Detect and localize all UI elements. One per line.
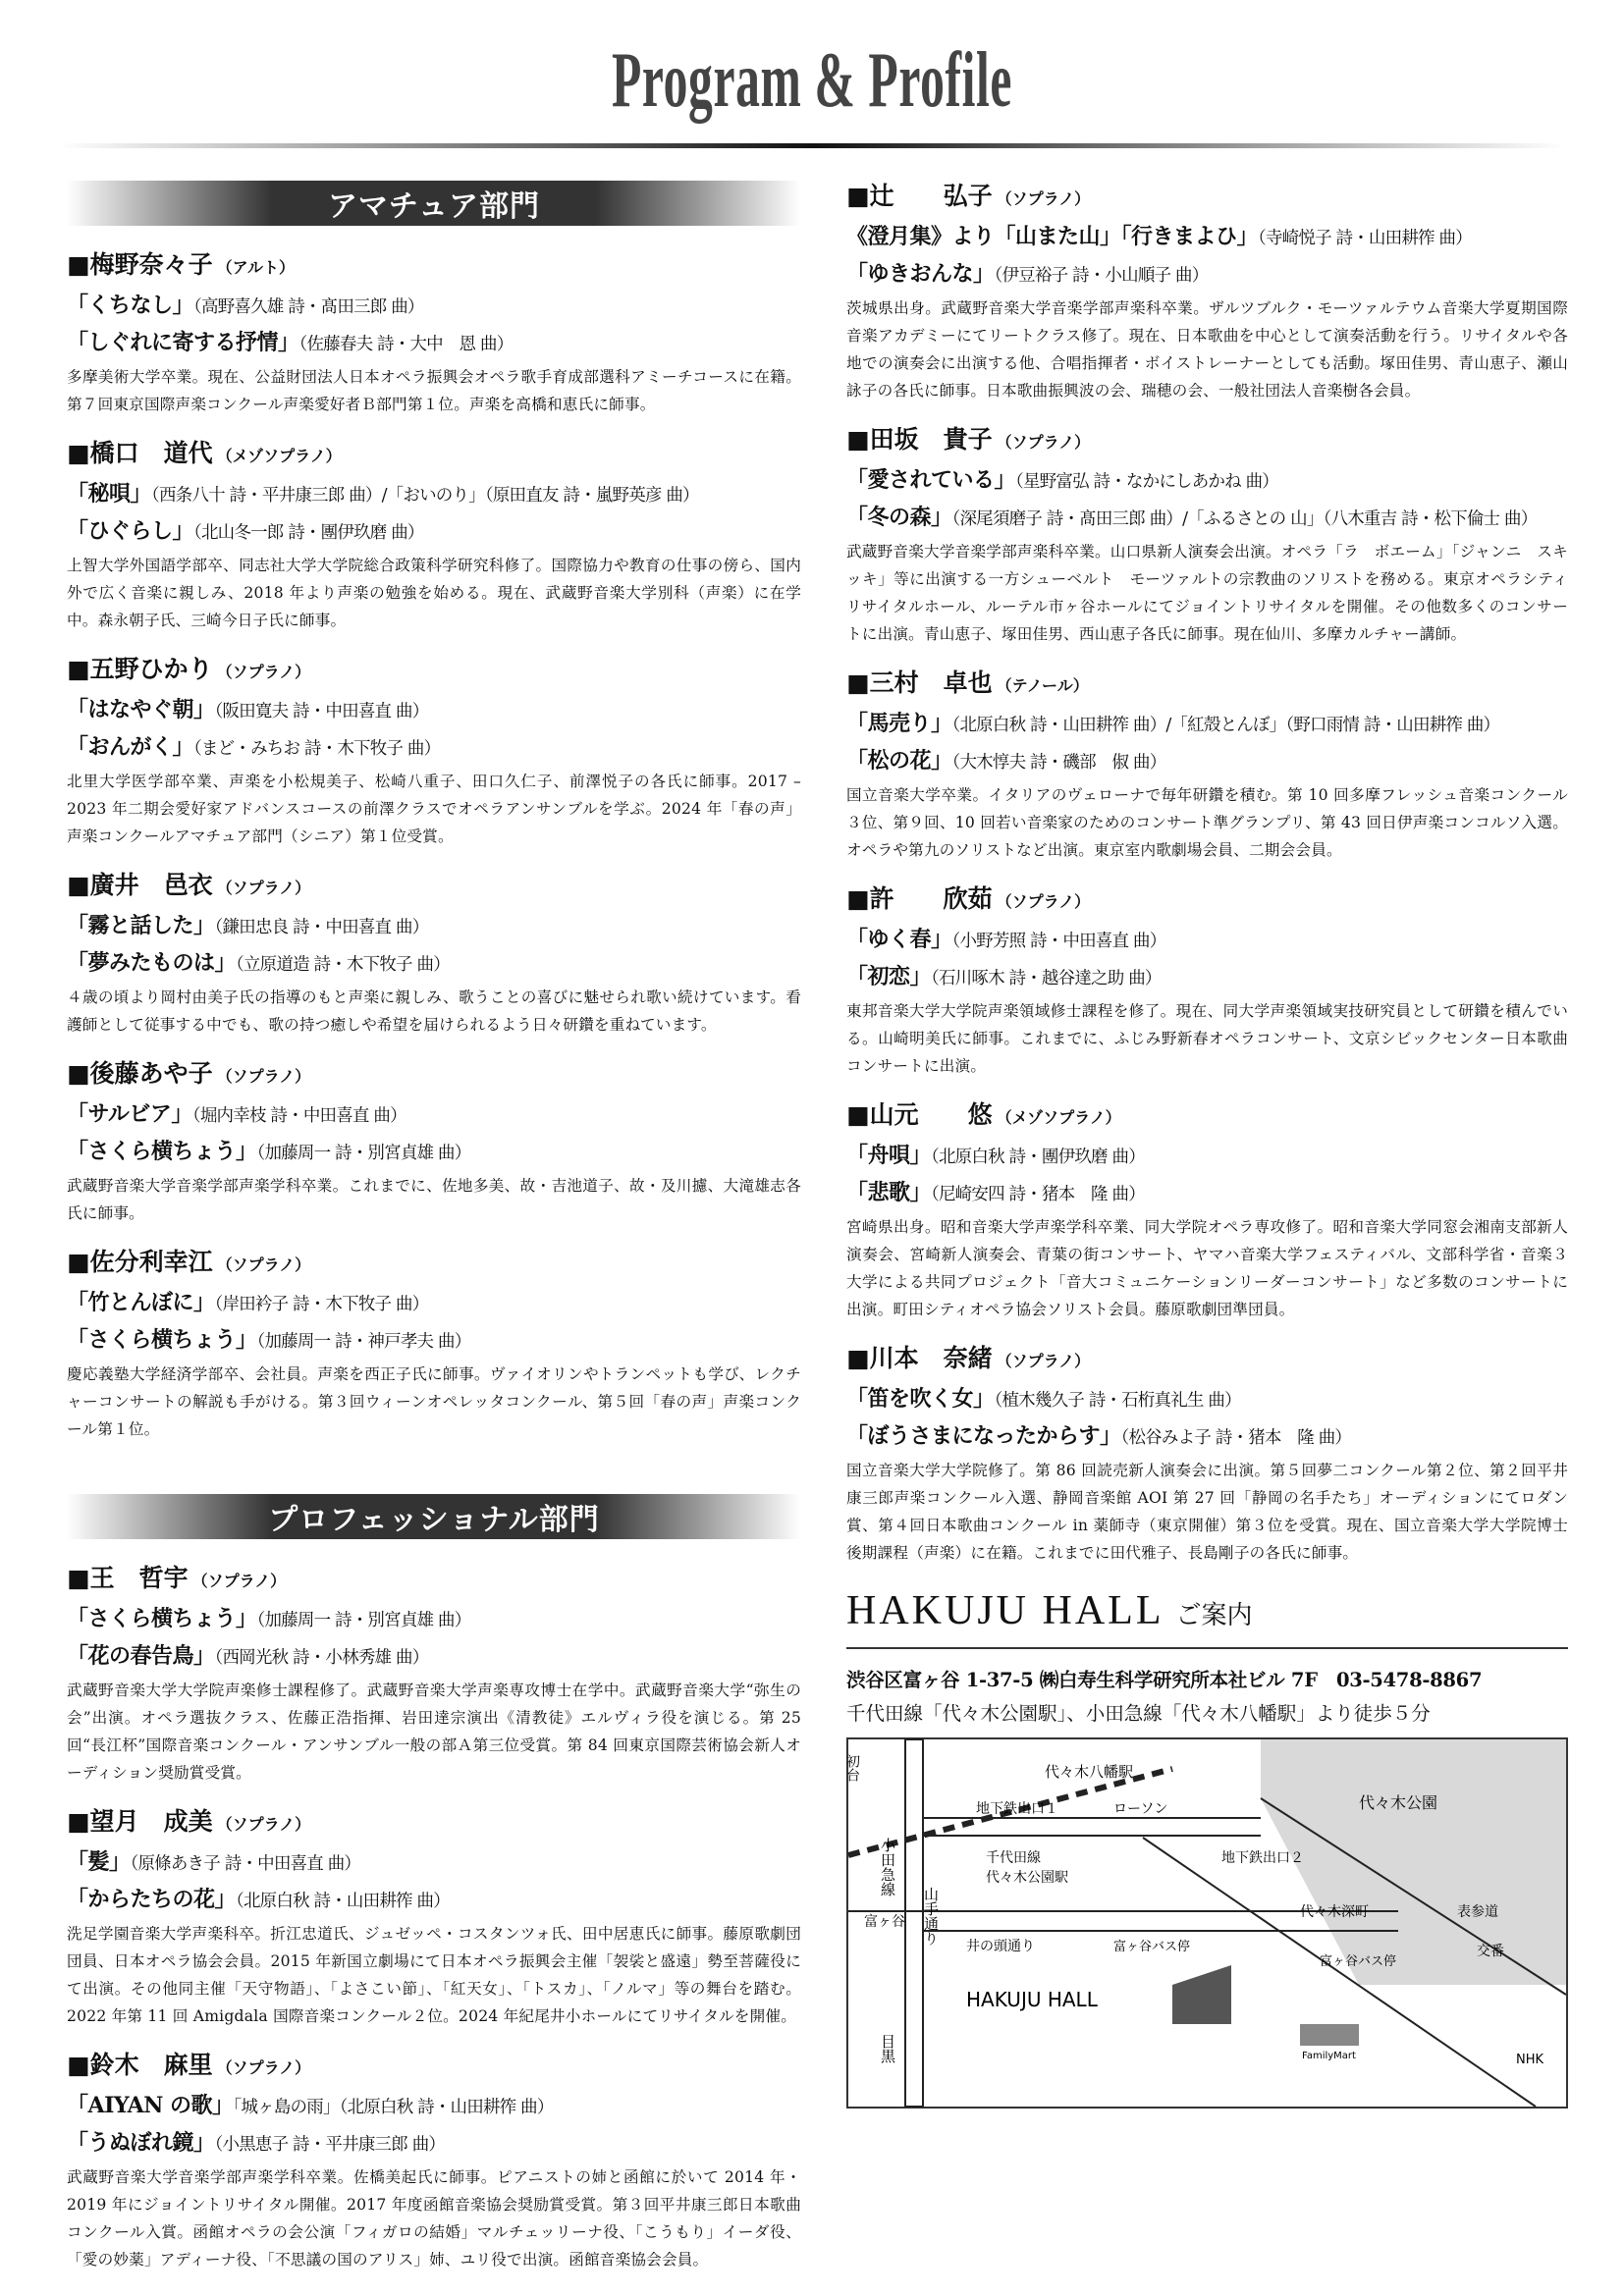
song-credit: （北原白秋 詩・山田耕筰 曲） xyxy=(236,1892,450,1911)
professional-section-heading xyxy=(67,1494,801,1539)
performer-name-text: ■田坂 貴子 xyxy=(846,425,993,454)
song-line xyxy=(846,257,1568,288)
performer-entry xyxy=(67,434,801,634)
song-credit: 「城ヶ島の雨」（北原白秋 詩・山田耕筰 曲） xyxy=(233,2098,554,2117)
voice-type: （アルト） xyxy=(216,258,295,277)
family-mart-building xyxy=(1300,2024,1359,2046)
song-line xyxy=(67,909,801,939)
performer-bio: 慶応義塾大学経済学部卒、会社員。声楽を西正子氏に師事。ヴァイオリンやトランペットも学び、レクチャーコンサートの解説も手がける。第３回ウィーンオペレッタコンクール、第５回「春の声」声楽コンクール第１位。 xyxy=(67,1365,801,1438)
exit2-label: 地下鉄出口２ xyxy=(1221,1850,1304,1867)
performer-entry xyxy=(67,650,801,850)
performer-entry xyxy=(67,2046,801,2273)
song-credit: （伊豆裕子 詩・小山順子 曲） xyxy=(994,266,1209,286)
performer-name xyxy=(846,420,1568,455)
chiyoda-station-label: 代々木公園駅 xyxy=(986,1870,1068,1887)
performer-name xyxy=(67,1802,801,1838)
song-line xyxy=(67,326,801,356)
performer-bio: 宮崎県出身。昭和音楽大学声楽学科卒業、同大学院オペラ専攻修了。昭和音楽大学同窓会湘南支部新人演奏会、宮崎新人演奏会、青葉の街コンサート、ヤマハ音楽大学フェスティバル、文部科学省・音楽３大学による共同プロジェクト「音大コミュニケーションリーダーコンサート」など多数のコンサートに出演。町田シティオペラ協会ソリスト会員。藤原歌劇団準団員。 xyxy=(846,1218,1568,1318)
performer-entry xyxy=(846,664,1568,864)
performer-name-text: ■橋口 道代 xyxy=(67,439,213,467)
performer-entry xyxy=(67,1243,801,1443)
hall-name: HAKUJU HALL xyxy=(846,1588,1164,1633)
song-credit: （石川啄木 詩・越谷達之助 曲） xyxy=(931,969,1162,988)
song-line xyxy=(67,946,801,977)
map-hall-label: HAKUJU HALL xyxy=(966,1988,1098,2012)
voice-type: （ソプラノ） xyxy=(996,189,1091,208)
voice-type: （ソプラノ） xyxy=(216,879,311,897)
voice-type: （ソプラノ） xyxy=(996,892,1091,911)
song-title: 「冬の森」 xyxy=(846,505,952,530)
song-line xyxy=(67,1097,801,1128)
amateur-section-heading xyxy=(67,181,801,226)
song-line xyxy=(846,744,1568,774)
song-title: 「ぼうさまになったからす」 xyxy=(846,1423,1121,1449)
hall-subtitle: ご案内 xyxy=(1175,1601,1253,1630)
professional-performers-left xyxy=(67,1559,801,2273)
nhk-label: NHK xyxy=(1516,2053,1544,2068)
song-line xyxy=(846,463,1568,494)
song-line xyxy=(67,1323,801,1354)
performer-entry xyxy=(67,1802,801,2030)
performer-entry xyxy=(67,866,801,1039)
lawson-label: ローソン xyxy=(1113,1801,1168,1818)
professional-heading-text: プロフェッショナル部門 xyxy=(268,1503,600,1537)
performer-name-text: ■廣井 邑衣 xyxy=(67,871,213,899)
song-credit: （星野富弘 詩・なかにしあかね 曲） xyxy=(1015,472,1278,492)
meguro-label: 目黒 xyxy=(879,2034,896,2064)
voice-type: （ソプラノ） xyxy=(996,1352,1091,1370)
song-line xyxy=(846,707,1568,737)
voice-type: （メゾソプラノ） xyxy=(996,1108,1121,1127)
performer-name-text: ■後藤あや子 xyxy=(67,1059,213,1088)
song-line xyxy=(846,1176,1568,1206)
yamate-label: 山手通り xyxy=(922,1887,940,1947)
song-line xyxy=(846,220,1568,250)
performer-name-text: ■鈴木 麻里 xyxy=(67,2051,213,2079)
song-title: 「はなやぐ朝」 xyxy=(67,697,215,722)
song-credit: （堀内幸枝 詩・中田喜直 曲） xyxy=(191,1106,406,1126)
song-title: 「しぐれに寄する抒情」 xyxy=(67,330,299,355)
song-credit: （立原道造 詩・木下牧子 曲） xyxy=(236,955,450,975)
song-title: 「さくら横ちょう」 xyxy=(67,1327,257,1353)
performer-name xyxy=(67,245,801,281)
performer-entry xyxy=(67,1054,801,1227)
voice-type: （テノール） xyxy=(996,676,1089,695)
song-title: 「髪」 xyxy=(67,1849,131,1875)
performer-name xyxy=(67,434,801,469)
song-credit: （深尾須磨子 詩・髙田三郎 曲）/「ふるさとの 山」（八木重吉 詩・松下倫士 曲） xyxy=(951,509,1538,529)
performer-bio: ４歳の頃より岡村由美子氏の指導のもと声楽に親しみ、歌うことの喜びに魅せられ歌い続けています。看護師として従事する中でも、歌の持つ癒しや希望を届けられるよう日々研鑽を重ねています。 xyxy=(67,988,801,1034)
song-line xyxy=(846,923,1568,953)
voice-type: （ソプラノ） xyxy=(216,1067,311,1086)
song-line xyxy=(67,1602,801,1632)
performer-entry xyxy=(846,177,1568,404)
song-credit: （尼崎安四 詩・猪本 隆 曲） xyxy=(931,1185,1145,1204)
performer-name xyxy=(67,1243,801,1278)
song-line xyxy=(846,1139,1568,1169)
amateur-heading-text: アマチュア部門 xyxy=(327,189,541,224)
song-line xyxy=(67,1135,801,1165)
performer-name xyxy=(67,1054,801,1090)
performer-bio: 武蔵野音楽大学音楽学部声楽学科卒業。佐橋美起氏に師事。ピアニストの姉と函館に於いて 2014 年・2019 年にジョイントリサイタル開催。2017 年度函館音楽協会奨励賞受賞。第３回平井康三郎日本歌曲コンクール入賞。函館オペラの会公演「フィガロの結婚」マルチェッリーナ役、「こうもり」イーダ役、「愛の妙薬」アディーナ役、「不思議の国のアリス」姉、ユリ役で出演。函館音楽協会会員。 xyxy=(67,2168,801,2269)
performer-bio: 国立音楽大学卒業。イタリアのヴェローナで毎年研鑽を積む。第 10 回多摩フレッシュ音楽コンクール３位、第９回、10 回若い音楽家のためのコンサート準グランプリ、第 43 回日伊声楽コンコルソ入選。オペラや第九のソリストなど出演。東京室内歌劇場会員、二期会会員。 xyxy=(846,786,1568,859)
performer-name-text: ■三村 卓也 xyxy=(846,668,993,697)
voice-type: （ソプラノ） xyxy=(216,1255,311,1274)
song-line xyxy=(67,730,801,761)
performer-name-text: ■望月 成美 xyxy=(67,1807,213,1836)
exit1-label: 地下鉄出口１ xyxy=(976,1801,1058,1818)
song-title: 「ひぐらし」 xyxy=(67,518,194,544)
performer-name xyxy=(67,866,801,901)
song-line xyxy=(67,514,801,545)
song-line xyxy=(67,693,801,723)
voice-type: （ソプラノ） xyxy=(216,1815,311,1834)
performer-entry xyxy=(846,1095,1568,1323)
song-line xyxy=(846,960,1568,990)
song-title: 「からたちの花」 xyxy=(67,1887,237,1912)
song-line xyxy=(67,1845,801,1876)
voice-type: （ソプラノ） xyxy=(191,1572,287,1590)
performer-name xyxy=(846,177,1568,212)
song-credit: （阪田寛夫 詩・中田喜直 曲） xyxy=(214,702,429,721)
song-credit: （原條あき子 詩・中田喜直 曲） xyxy=(130,1854,361,1874)
song-line xyxy=(846,1382,1568,1413)
right-column xyxy=(846,177,1568,2109)
yoyogi-hachiman-label: 代々木八幡駅 xyxy=(1045,1763,1134,1782)
song-title: 「花の春告鳥」 xyxy=(67,1643,215,1669)
bus-stop2-label: 富ヶ谷バス停 xyxy=(1320,1954,1397,1970)
performer-bio: 茨城県出身。武蔵野音楽大学音楽学部声楽科卒業。ザルツブルク・モーツァルテウム音楽大学夏期国際音楽アカデミーにてリートクラス修了。現在、日本歌曲を中心として演奏活動を行う。リサイタルや各地での演奏会に出演する他、合唱指揮者・ボイストレーナーとしても活動。塚田佳男、青山恵子、瀬山詠子の各氏に師事。日本歌曲振興波の会、瑞穂の会、一般社団法人音楽樹各会員。 xyxy=(846,299,1568,400)
performer-bio: 国立音楽大学大学院修了。第 86 回読売新人演奏会に出演。第５回夢二コンクール第２位、第２回平井康三郎声楽コンクール入選、静岡音楽館 AOI 第 27 回「静岡の名手たち」オーディションにてロダン賞、第４回日本歌曲コンクール in 薬師寺（東京開催）第３位を受賞。現在、国立音楽大学大学院博士後期課程（声楽）に在籍。これまでに田代雅子、長島剛子の各氏に師事。 xyxy=(846,1462,1568,1562)
title-rule xyxy=(59,143,1565,148)
performer-bio: 北里大学医学部卒業、声楽を小松規美子、松崎八重子、田口久仁子、前澤悦子の各氏に師事。2017 – 2023 年二期会愛好家アドバンスコースの前澤クラスでオペラアンサンブルを学ぶ。2024 年「春の声」声楽コンクールアマチュア部門（シニア）第１位受賞。 xyxy=(67,773,801,845)
song-credit: （大木惇夫 詩・磯部 俶 曲） xyxy=(951,753,1166,773)
song-title: 「サルビア」 xyxy=(67,1101,192,1127)
performer-entry xyxy=(846,420,1568,648)
song-title: 「愛されている」 xyxy=(846,467,1016,493)
song-title: 「笛を吹く女」 xyxy=(846,1386,995,1412)
song-line xyxy=(67,1286,801,1316)
song-credit: （岸田衿子 詩・木下牧子 曲） xyxy=(214,1295,429,1314)
song-credit: （西岡光秋 詩・小林秀雄 曲） xyxy=(214,1648,429,1668)
song-credit: （加藤周一 詩・別宮貞雄 曲） xyxy=(256,1611,471,1630)
song-title: 「霧と話した」 xyxy=(67,913,215,938)
song-line xyxy=(846,501,1568,531)
song-title: 「くちなし」 xyxy=(67,293,194,318)
hall-title xyxy=(846,1588,1568,1633)
voice-type: （ソプラノ） xyxy=(216,2058,311,2077)
professional-performers-right xyxy=(846,177,1568,1567)
voice-type: （ソプラノ） xyxy=(996,433,1091,452)
performer-name xyxy=(846,664,1568,699)
hatsudai-label: 初台 xyxy=(844,1754,860,1783)
song-title: 「ゆく春」 xyxy=(846,927,952,952)
performer-bio: 東邦音楽大学大学院声楽領域修士課程を修了。現在、同大学声楽領域実技研究員として研鑽を積んでいる。山崎明美氏に師事。これまでに、ふじみ野新春オペラコンサート、文京シビックセンター日本歌曲コンサートに出演。 xyxy=(846,1002,1568,1075)
song-line xyxy=(67,2126,801,2157)
family-mart-label: FamilyMart xyxy=(1302,2051,1356,2062)
song-title: 「初恋」 xyxy=(846,964,932,989)
song-title: 「松の花」 xyxy=(846,748,952,774)
voice-type: （メゾソプラノ） xyxy=(216,447,342,465)
hall-rule xyxy=(846,1647,1568,1649)
song-credit: （鎌田忠良 詩・中田喜直 曲） xyxy=(214,918,429,937)
yoyogi-park-label: 代々木公園 xyxy=(1359,1793,1438,1813)
performer-name xyxy=(846,880,1568,915)
yoyogi-fukamachi-label: 代々木深町 xyxy=(1300,1904,1369,1921)
hall-address: 渋谷区富ヶ谷 1-37-5 ㈱白寿生科学研究所本社ビル 7F 03-5478-8867 xyxy=(846,1669,1483,1692)
song-credit: （加藤周一 詩・別宮貞雄 曲） xyxy=(256,1144,471,1163)
performer-name-text: ■川本 奈緒 xyxy=(846,1344,993,1372)
performer-bio: 武蔵野音楽大学音楽学部声楽学科卒業。これまでに、佐地多美、故・吉池道子、故・及川攄、大滝雄志各氏に師事。 xyxy=(67,1177,801,1222)
performer-name-text: ■山元 悠 xyxy=(846,1100,993,1129)
song-title: 「馬売り」 xyxy=(846,711,952,736)
access-map[interactable] xyxy=(846,1737,1568,2109)
song-credit: （北原白秋 詩・山田耕筰 曲）/「紅殻とんぼ」（野口雨情 詩・山田耕筰 曲） xyxy=(951,716,1500,735)
song-credit: （西条八十 詩・平井康三郎 曲）/「おいのり」（原田直友 詩・嵐野英彦 曲） xyxy=(151,486,699,506)
song-title: 「おんがく」 xyxy=(67,734,194,760)
performer-name-text: ■佐分利幸江 xyxy=(67,1248,213,1276)
performer-entry xyxy=(67,245,801,418)
left-column xyxy=(67,177,801,2289)
hall-info xyxy=(846,1588,1568,2109)
performer-name xyxy=(846,1095,1568,1131)
song-line xyxy=(67,289,801,319)
song-title: 「さくら横ちょう」 xyxy=(67,1139,257,1164)
performer-bio: 洗足学園音楽大学声楽科卒。折江忠道氏、ジュゼッペ・コスタンツォ氏、田中居恵氏に師事。藤原歌劇団団員、日本オペラ協会会員。2015 年新国立劇場にて日本オペラ振興会主催「袈裟と盛遠」勢至菩薩役にて出演。その他同主催「天守物語」、「よさこい節」、「紅天女」、「トスカ」、「ノルマ」等の舞台を踏む。2022 年第 11 回 Amigdala 国際音楽コンクール２位。2024 年紀尾井小ホールにてリサイタルを開催。 xyxy=(67,1925,801,2025)
song-credit: （小黒恵子 詩・平井康三郎 曲） xyxy=(214,2135,446,2155)
tomigaya-label: 富ヶ谷 xyxy=(864,1914,905,1931)
performer-name-text: ■梅野奈々子 xyxy=(67,250,213,279)
hall-access: 千代田線「代々木公園駅」、小田急線「代々木八幡駅」より徒歩５分 xyxy=(846,1702,1431,1726)
song-credit: （北原白秋 詩・團伊玖磨 曲） xyxy=(931,1148,1145,1167)
song-credit: （佐藤春夫 詩・大中 恩 曲） xyxy=(298,335,514,354)
song-title: 「うぬぼれ鏡」 xyxy=(67,2130,215,2156)
song-credit: （まど・みちお 詩・木下牧子 曲） xyxy=(193,739,441,759)
performer-bio: 武蔵野音楽大学音楽学部声楽科卒業。山口県新人演奏会出演。オペラ「ラ ボエーム」「ジャンニ スキッキ」等に出演する一方シューベルト モーツァルトの宗教曲のソリストを務める。東京オペラシティリサイタルホール、ルーテル市ヶ谷ホールにてジョイントリサイタルを開催。その他数多くのコンサートに出演。青山恵子、塚田佳男、西山恵子各氏に師事。現在仙川、多摩カルチャー講師。 xyxy=(846,543,1568,643)
song-credit: （高野喜久雄 詩・髙田三郎 曲） xyxy=(193,297,424,317)
omotesando-label: 表参道 xyxy=(1457,1904,1498,1921)
song-credit: （小野芳照 詩・中田喜直 曲） xyxy=(951,932,1166,951)
chiyoda-label: 千代田線 xyxy=(986,1850,1041,1867)
song-title: 「秘唄」 xyxy=(67,481,152,507)
song-credit: （加藤周一 詩・神戸孝夫 曲） xyxy=(256,1332,471,1352)
performer-name xyxy=(67,1559,801,1594)
performer-name-text: ■許 欣茹 xyxy=(846,884,993,913)
performer-name xyxy=(67,650,801,685)
song-credit: （植木幾久子 詩・石桁真礼生 曲） xyxy=(994,1391,1241,1411)
bus-stop1-label: 富ヶ谷バス停 xyxy=(1113,1940,1191,1955)
voice-type: （ソプラノ） xyxy=(216,663,311,681)
song-title: 「AIYAN の歌」 xyxy=(67,2093,234,2118)
koban-label: 交番 xyxy=(1477,1944,1504,1960)
performer-name xyxy=(67,2046,801,2081)
inokashira-label: 井の頭通り xyxy=(966,1939,1035,1955)
song-credit: （寺崎悦子 詩・山田耕筰 曲） xyxy=(1258,229,1472,248)
yamate-road xyxy=(905,1739,923,2107)
performer-name xyxy=(846,1339,1568,1374)
song-title: 「さくら横ちょう」 xyxy=(67,1606,257,1631)
song-line xyxy=(67,477,801,507)
amateur-performers xyxy=(67,245,801,1443)
song-credit: （北山冬一郎 詩・團伊玖磨 曲） xyxy=(193,523,424,543)
performer-name-text: ■五野ひかり xyxy=(67,655,213,683)
song-line xyxy=(67,1639,801,1670)
song-credit: （松谷みよ子 詩・猪本 隆 曲） xyxy=(1120,1428,1352,1448)
song-title: 「夢みたものは」 xyxy=(67,950,237,976)
performer-name-text: ■王 哲宇 xyxy=(67,1564,189,1592)
song-title: 《澄月集》より「山また山」「行きまよひ」 xyxy=(846,224,1259,249)
performer-bio: 上智大学外国語学部卒、同志社大学大学院総合政策科学研究科修了。国際協力や教育の仕事の傍ら、国内外で広く音楽に親しみ、2018 年より声楽の勉強を始める。現在、武蔵野音楽大学別科（声楽）に在学中。森永朝子氏、三崎今日子氏に師事。 xyxy=(67,557,801,629)
song-line xyxy=(67,2089,801,2119)
song-line xyxy=(846,1419,1568,1450)
song-title: 「舟唄」 xyxy=(846,1143,932,1168)
performer-name-text: ■辻 弘子 xyxy=(846,182,993,210)
song-title: 「悲歌」 xyxy=(846,1180,932,1205)
song-title: 「ゆきおんな」 xyxy=(846,261,995,287)
performer-bio: 多摩美術大学卒業。現在、公益財団法人日本オペラ振興会オペラ歌手育成部選科アミーチコースに在籍。第７回東京国際声楽コンクール声楽愛好者Ｂ部門第１位。声楽を高橋和恵氏に師事。 xyxy=(67,368,801,413)
song-title: 「竹とんぼに」 xyxy=(67,1290,215,1315)
odakyu-label: 小田急線 xyxy=(879,1838,896,1897)
page-title: Program & Profile xyxy=(611,37,1013,124)
performer-entry xyxy=(846,880,1568,1080)
performer-entry xyxy=(846,1339,1568,1567)
performer-bio: 武蔵野音楽大学大学院声楽修士課程修了。武蔵野音楽大学声楽専攻博士在学中。武蔵野音楽大学“弥生の会”出演。オペラ選抜クラス、佐藤正浩指揮、岩田達宗演出《清教徒》エルヴィラ役を演じる。第 25 回“長江杯”国際音楽コンクール・アンサンブル一般の部Ａ第三位受賞。第 84 回東京国際芸術協会新人オーディション奨励賞受賞。 xyxy=(67,1682,801,1782)
performer-entry xyxy=(67,1559,801,1787)
song-line xyxy=(67,1883,801,1913)
